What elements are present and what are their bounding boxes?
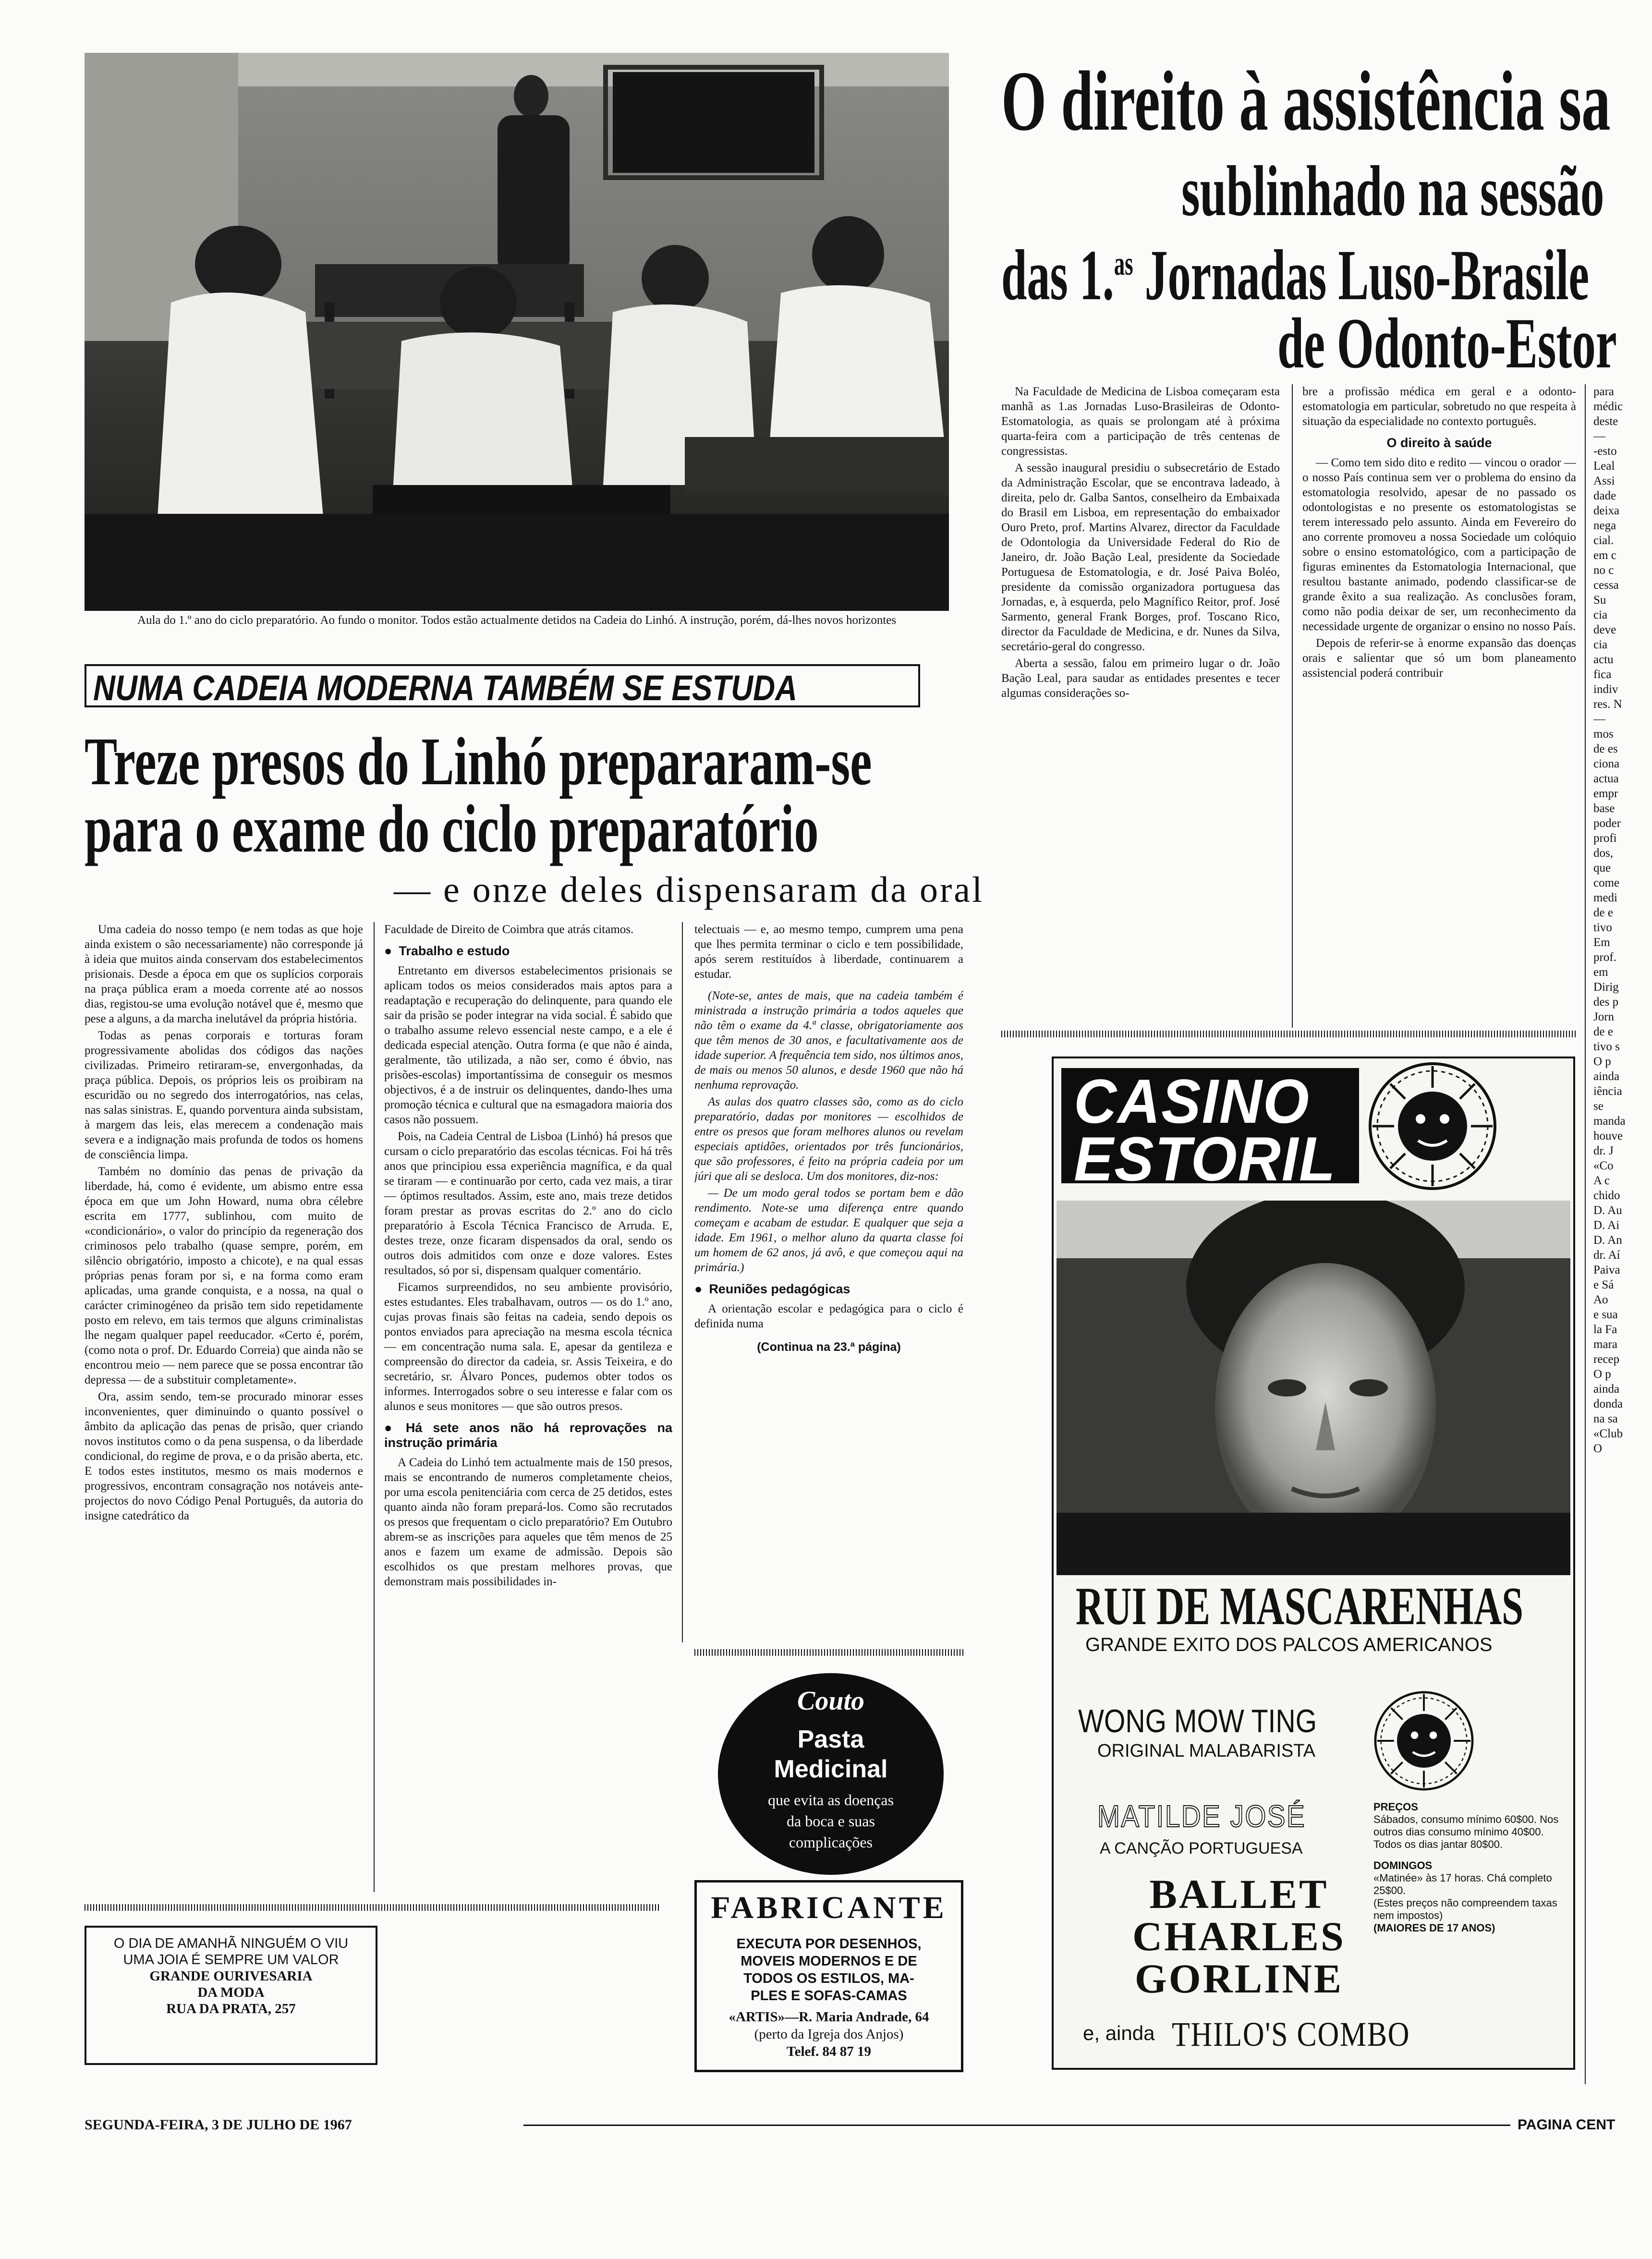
truncated-line: — xyxy=(1593,713,1605,726)
truncated-line: na sa xyxy=(1593,1412,1618,1425)
truncated-line: deixa xyxy=(1593,504,1620,517)
truncated-line: nega xyxy=(1593,519,1616,532)
column-rule xyxy=(374,922,375,1892)
subhead-sete-anos: ● Há sete anos não há reprovações na instrução primária xyxy=(384,1421,672,1450)
truncated-line: poder xyxy=(1593,817,1621,830)
truncated-line: «Co xyxy=(1593,1159,1614,1172)
paragraph: Todas as penas corporais e torturas foram progressivamente abolidas dos códigos das nações civilizadas. Primeiro retiraram-se, envergonhadas, da praça pública. Depois, os próprios leis os proibiram na escuridão ou no segredo dos interrogatórios, nas celas, nas salas sinistras. E, quando porventura ainda subsistam, à margem das leis, elas merecem a condenação mais severa e a indignação mais profunda de todos os homens de consciência limpa. xyxy=(85,1029,363,1161)
sun-emblem-icon xyxy=(1368,1061,1497,1191)
truncated-line: actua xyxy=(1593,772,1619,785)
truncated-line: Ao xyxy=(1593,1293,1608,1306)
prices-title: PREÇOS xyxy=(1373,1801,1418,1813)
footer-date: SEGUNDA-FEIRA, 3 DE JULHO DE 1967 xyxy=(85,2117,352,2133)
performer-portrait-art xyxy=(1057,1201,1570,1575)
truncated-line: ainda xyxy=(1593,1070,1620,1083)
sundays-age: (MAIORES DE 17 ANOS) xyxy=(1373,1922,1495,1934)
performer-photo xyxy=(1057,1201,1570,1575)
right-title-line2: sublinhado na sessão xyxy=(1181,151,1604,231)
act4-name xyxy=(1100,1873,1378,2000)
truncated-line: la Fa xyxy=(1593,1323,1617,1336)
ourivesaria-body xyxy=(94,1935,368,2017)
truncated-line: Jorn xyxy=(1593,1010,1615,1023)
truncated-line: dr. J xyxy=(1593,1144,1614,1157)
couto-line1: Pasta xyxy=(797,1725,864,1753)
truncated-line: prof. xyxy=(1593,951,1616,964)
right-title-line3-sup: as xyxy=(1114,245,1133,282)
truncated-line: D. Ai xyxy=(1593,1219,1620,1232)
sundays-note: (Estes preços não compreendem taxas nem impostos) xyxy=(1373,1897,1557,1921)
italic-aside xyxy=(694,988,963,1275)
prices-text: Sábados, consumo mínimo 60$00. Nos outros dias consumo mínimo 40$00. Todos os dias jantar 80$00. xyxy=(1373,1813,1559,1850)
fabricante-line: MOVEIS MODERNOS E DE xyxy=(741,1954,917,1969)
fabricante-line: EXECUTA POR DESENHOS, xyxy=(736,1936,922,1952)
truncated-line: cessa xyxy=(1593,579,1619,592)
truncated-line: dr. Aí xyxy=(1593,1249,1620,1262)
act5-name: THILO'S COMBO xyxy=(1172,2015,1410,2053)
left-article-col2 xyxy=(384,922,672,1882)
truncated-line: actu xyxy=(1593,653,1614,666)
photo-caption: Aula do 1.º ano do ciclo preparatório. Ao fundo o monitor. Todos estão actualmente detidos na Cadeia do Linhó. A instrução, porém, dá-lhes novos horizontes xyxy=(137,614,897,627)
paragraph: As aulas dos quatro classes são, como as do ciclo preparatório, dadas por monitores — escolhidos de entre os presos que foram melhores alunos ou revelam especiais aptidões, orientados por três funcionários, que são professores, é feito na própria cadeia por um júri que ali se desloca. Um dos monitores, diz-nos: xyxy=(694,1095,963,1183)
act4-line: CHARLES xyxy=(1132,1913,1346,1959)
paragraph: (Note-se, antes de mais, que na cadeia também é ministrada a instrução primária a todos aqueles que não têm o exame da 4.ª classe, obrigatoriamente aos que têm menos de 30 anos, e facultativamente aos de idade superior. A frequência tem sido, nos últimos anos, de mais ou menos 50 alunos, e desde 1960 que não há nenhuma reprovação. xyxy=(694,989,963,1092)
subhead-reunioes: ● Reuniões pedagógicas xyxy=(694,1282,963,1297)
truncated-line: dade xyxy=(1593,489,1616,502)
truncated-line: manda xyxy=(1593,1115,1626,1128)
paragraph: Depois de referir-se à enorme expansão das doenças orais e salientar que só um bom planeamento assistencial poderá contribuir xyxy=(1302,637,1576,680)
truncated-line: cia xyxy=(1593,638,1608,651)
truncated-line: cial. xyxy=(1593,534,1614,547)
truncated-line: houve xyxy=(1593,1130,1623,1142)
truncated-line: chido xyxy=(1593,1189,1620,1202)
casino-logo-line1: CASINO xyxy=(1074,1066,1310,1136)
right-title-line3-b: Jornadas Luso-Brasile xyxy=(1133,235,1590,315)
right-title-line3 xyxy=(1001,226,1589,314)
ourivesaria-line: O DIA DE AMANHÃ NINGUÉM O VIU xyxy=(113,1936,349,1951)
truncated-line: O p xyxy=(1593,1368,1611,1381)
truncated-line: recep xyxy=(1593,1353,1620,1366)
act2-subtitle: ORIGINAL MALABARISTA xyxy=(1097,1741,1315,1761)
truncated-line: Assi xyxy=(1593,474,1615,487)
truncated-line: deste xyxy=(1593,415,1618,428)
truncated-line: fica xyxy=(1593,668,1612,681)
paragraph: Na Faculdade de Medicina de Lisboa começaram esta manhã as 1.as Jornadas Luso-Brasileiras de Odonto-Estomatologia, as quais se prolongam até à próxima quarta-feira com a participação de três centenas de congressistas. xyxy=(1001,385,1280,458)
footer-rule xyxy=(523,2125,1510,2126)
truncated-line: «Club xyxy=(1593,1427,1623,1440)
truncated-line: profi xyxy=(1593,832,1617,845)
paragraph: Faculdade de Direito de Coimbra que atrás citamos. xyxy=(384,923,634,936)
performer-subtitle: GRANDE EXITO DOS PALCOS AMERICANOS xyxy=(1085,1634,1493,1655)
act4-line: GORLINE xyxy=(1134,1955,1344,2002)
truncated-line: donda xyxy=(1593,1397,1623,1410)
paragraph: A orientação escolar e pedagógica para o ciclo é definida numa xyxy=(694,1302,963,1330)
paragraph: A sessão inaugural presidiu o subsecretário de Estado da Administração Escolar, que se encontrava ladeado, à direita, pelo dr. Galba Santos, conselheiro da Embaixada do Brasil em Lisboa, em representação do embaixador Ouro Preto, prof. Martins Alvarez, director da Faculdade de Odontologia da Universidade Federal do Rio de Janeiro, dr. João Bação Leal, presidente da Sociedade Portuguesa de Estomatologia, e dr. José Paiva Boléo, presidente da comissão organizadora portuguesa das Jornadas, e, à esquerda, pelo Magnífico Reitor, prof. José Sarmento, general Frank Borges, prof. Toscano Rico, director da Faculdade de Medicina, e dr. Nunes da Silva, secretário-geral do congresso. xyxy=(1001,462,1280,653)
truncated-line: Paiva xyxy=(1593,1263,1620,1276)
casino-logo-line2: ESTORIL xyxy=(1074,1124,1336,1194)
act3-name: MATILDE JOSÉ xyxy=(1097,1799,1306,1834)
truncated-line: deve xyxy=(1593,623,1616,636)
paragraph: — Como tem sido dito e redito — vincou o orador — o nosso País continua sem ver o problema do ensino da estomatologia resolvido, apesar de no passado os odontologistas e no presente os estomatologistas se terem interessado pelo assunto. Ainda em Fevereiro do ano corrente promoveu a nossa Sociedade um colóquio sobre o ensino estomatológico, com a participação de figuras eminentes da Estomatologia Internacional, que resultou bastante animado, podendo classificar-se de grande êxito a sua realização. As conclusões foram, como não podia deixar de ser, um reconhecimento da necessidade urgente de organizar o ensino no nosso País. xyxy=(1302,456,1576,633)
fabricante-body xyxy=(694,1935,963,2060)
truncated-line: e Sá xyxy=(1593,1278,1614,1291)
paragraph: — De um modo geral todos se portam bem e dão rendimento. Note-se uma diferença entre quando começam e acabam de estudar. E qualquer que seja a idade. Em 1961, o melhor aluno da quarta classe foi um homem de 62 anos, já avô, e que começou aqui na primária.) xyxy=(694,1187,963,1274)
fabricante-address: «ARTIS»—R. Maria Andrade, 64 xyxy=(729,2009,929,2025)
truncated-line: mos xyxy=(1593,728,1614,741)
right-title-line1: O direito à assistência sa xyxy=(1001,53,1611,148)
ourivesaria-name: GRANDE OURIVESARIA xyxy=(149,1968,313,1984)
couto-brand: Couto xyxy=(797,1686,865,1716)
truncated-line: come xyxy=(1593,876,1620,889)
column-rule xyxy=(1292,384,1293,1028)
right-article-colC xyxy=(1593,384,1652,2084)
truncated-line: O p xyxy=(1593,1055,1611,1068)
ourivesaria-line: UMA JOIA É SEMPRE UM VALOR xyxy=(123,1952,339,1968)
truncated-line: base xyxy=(1593,802,1615,815)
fabricante-title: FABRICANTE xyxy=(711,1890,947,1925)
truncated-line: no c xyxy=(1593,564,1614,577)
truncated-line: para xyxy=(1593,385,1615,398)
truncated-line: D. Au xyxy=(1593,1204,1622,1217)
kicker-text: NUMA CADEIA MODERNA TAMBÉM SE ESTUDA xyxy=(93,668,798,708)
paragraph: Uma cadeia do nosso tempo (e nem todas as que hoje ainda existem o são necessariamente) não corresponde já à ideia que muitos ainda conservam dos estabelecimentos prisionais. Desde a época em que os suplícios corporais na praça pública eram a moeda corrente até ao nossos dias, registou-se uma evolução notável que é, mesmo que pese a alguns, a da marcha inelutável da própria história. xyxy=(85,923,363,1025)
column-rule xyxy=(1585,384,1586,2084)
truncated-line: A c xyxy=(1593,1174,1610,1187)
truncated-line: des p xyxy=(1593,996,1619,1008)
truncated-line: tivo s xyxy=(1593,1040,1620,1053)
paragraph: bre a profissão médica em geral e a odonto-estomatologia em particular, sobretudo no que respeita à situação da especialidade no contexto português. xyxy=(1302,385,1576,428)
paragraph: Ficamos surpreendidos, no seu ambiente provisório, estes estudantes. Eles trabalhavam, outros — os do 1.º ano, cujas provas finais são feitas na cadeia, sendo depois os pontos enviados para apreciação na mesma escola técnica — em concentração numa sala. E, apesar da gentileza e compreensão do director da cadeia, sr. Assis Teixeira, e do secretário, sr. Álvaro Ponces, pudemos obter todos os informes. Interrogados sobre o seu interesse e falar com os alunos e seus monitores — que são outros presos. xyxy=(384,1281,672,1413)
left-article-col1 xyxy=(85,922,363,1892)
paragraph: telectuais — e, ao mesmo tempo, cumprem uma pena que lhes permita terminar o ciclo e tem possibilidade, após serem restituídos à liberdade, continuarem a estudar. xyxy=(694,923,963,981)
couto-line2: Medicinal xyxy=(774,1755,888,1783)
truncated-line: cia xyxy=(1593,608,1608,621)
truncated-line: dos, xyxy=(1593,847,1613,860)
ourivesaria-address: RUA DA PRATA, 257 xyxy=(166,2001,296,2016)
truncated-line: Em xyxy=(1593,936,1610,949)
truncated-column xyxy=(1593,384,1652,1456)
fabricante-note: (perto da Igreja dos Anjos) xyxy=(754,2027,904,2042)
paragraph: Ora, assim sendo, tem-se procurado minorar esses inconvenientes, quer diminuindo o quanto possível o âmbito da aplicação das penas de prisão, quer criando novos institutos como o da pena suspensa, o da liberdade condicional, do regime de prova, e o da prisão aberta, etc. E todos estes institutos, mesmo os mais modernos e progressivos, encontram consagração nos notáveis ante-projectos do novo Código Penal Português, da autoria do insigne catedrático da xyxy=(85,1390,363,1522)
performer-name: RUI DE MASCARENHAS xyxy=(1076,1577,1523,1636)
truncated-line: O xyxy=(1593,1442,1603,1455)
paragraph: Pois, na Cadeia Central de Lisboa (Linhó) há presos que cursam o ciclo preparatório das escolas técnicas. Foi há três anos que principiou essa experiência magnífica, e da qual se tiraram — e continuarão por certo, cada vez mais, a tirar — óptimos resultados. Assim, este ano, mais treze detidos foram prestar as provas escritas do 2.º ano do ciclo preparatório à Escola Técnica Francisco de Arruda. E, destes treze, onze ficaram dispensados da oral, sendo os outros dois admitidos com onze e doze valores. Estes resultados, só por si, dispensam qualquer comentário. xyxy=(384,1130,672,1277)
truncated-line: tivo xyxy=(1593,921,1612,934)
truncated-line: ainda xyxy=(1593,1383,1620,1396)
right-article-colB xyxy=(1302,384,1576,1023)
truncated-line: de es xyxy=(1593,742,1618,755)
right-title-line3-a: das 1. xyxy=(1001,235,1114,315)
truncated-line: em xyxy=(1593,966,1608,979)
truncated-line: — xyxy=(1593,430,1605,443)
ourivesaria-name: DA MODA xyxy=(197,1985,265,2000)
prices-block xyxy=(1373,1801,1566,1934)
couto-line5: complicações xyxy=(789,1834,873,1851)
act4-line: BALLET xyxy=(1149,1871,1329,1917)
truncated-line: de e xyxy=(1593,1025,1613,1038)
sundays-text: «Matinée» às 17 horas. Chá completo 25$00. xyxy=(1373,1872,1552,1896)
truncated-line: Dirig xyxy=(1593,981,1619,994)
truncated-line: em c xyxy=(1593,549,1616,562)
separator-bar xyxy=(694,1649,963,1656)
continue-notice: (Continua na 23.ª página) xyxy=(757,1340,901,1354)
left-article-col3 xyxy=(694,922,963,1638)
headline-subhead: — e onze deles dispensaram da oral xyxy=(394,870,984,910)
couto-line4: da boca e suas xyxy=(787,1812,875,1830)
truncated-line: empr xyxy=(1593,787,1618,800)
truncated-line: se xyxy=(1593,1100,1603,1113)
truncated-line: iência xyxy=(1593,1085,1622,1098)
paragraph: Aberta a sessão, falou em primeiro lugar o dr. João Bação Leal, para saudar as entidades presentes e tecer algumas considerações so- xyxy=(1001,657,1280,700)
fabricante-line: PLES E SOFAS-CAMAS xyxy=(751,1988,907,2004)
truncated-line: e sua xyxy=(1593,1308,1618,1321)
paragraph: Também no domínio das penas de privação da liberdade, há, como é evidente, um abismo entre essa época em que um John Howard, numa obra célebre escrita em 1777, sublinhou, com muito de «condicionário», o valor do princípio da regeneração dos criminosos pelo trabalho (quase sempre, porém, em silêncio obrigatório, imposto a chicote), e na qual essas próprias penas foram por si, e na forma como eram aplicadas, uma grande conquista, e a nossa, na qual o carácter criminogéneo da prisão tem sido repetidamente posto em relevo, em tais termos que alguns criminalistas lhe negam qualquer papel reeducador. «Certo é, porém, (como nota o prof. Dr. Eduardo Correia) que ainda não se encontrou meio — nem parece que se possa encontrar tão depressa — de a substituir completamente». xyxy=(85,1165,363,1386)
headline-line2: para o exame do ciclo preparatório xyxy=(85,790,819,866)
truncated-line: Su xyxy=(1593,594,1606,607)
footer-page: PAGINA CENT xyxy=(1518,2117,1616,2133)
couto-line3: que evita as doenças xyxy=(767,1791,894,1809)
separator-bar xyxy=(1001,1031,1578,1037)
sundays-title: DOMINGOS xyxy=(1373,1859,1433,1871)
headline-line1: Treze presos do Linhó prepararam-se xyxy=(85,723,872,799)
act5-prefix: e, ainda xyxy=(1083,2022,1155,2044)
column-rule xyxy=(682,922,683,1642)
truncated-line: -esto xyxy=(1593,445,1617,458)
truncated-line: médic xyxy=(1593,400,1623,413)
truncated-line: res. N xyxy=(1593,698,1622,711)
classroom-photo-art xyxy=(85,53,949,611)
truncated-line: medi xyxy=(1593,891,1617,904)
separator-bar xyxy=(85,1904,661,1911)
paragraph: Entretanto em diversos estabelecimentos prisionais se aplicam todos os meios considerados mais aptos para a readaptação e recuperação do delinquente, para quando ele sair da prisão se poder integrar na vida social. É sabido que o trabalho assume relevo essencial neste campo, e a ele é dedicada especial atenção. Outra forma (e que não é ainda, geralmente, tão utilizada, a não ser, como é óbvio, nas prisões-escolas) importantíssima de conseguir os mesmos objectivos, é a de instruir os delinquentes, dando-lhes uma promoção técnica e cultural que na esmagadora maioria dos casos não possuem. xyxy=(384,964,672,1126)
fabricante-phone: Telef. 84 87 19 xyxy=(786,2044,872,2059)
subhead-trabalho: ● Trabalho e estudo xyxy=(384,944,672,959)
act3-subtitle: A CANÇÃO PORTUGUESA xyxy=(1100,1839,1303,1858)
truncated-line: mara xyxy=(1593,1338,1617,1351)
truncated-line: que xyxy=(1593,862,1611,874)
sun-emblem-icon xyxy=(1373,1690,1474,1791)
truncated-line: Leal xyxy=(1593,460,1615,473)
right-article-colA xyxy=(1001,384,1280,1090)
act2-name: WONG MOW TING xyxy=(1078,1703,1317,1739)
truncated-line: D. An xyxy=(1593,1234,1622,1247)
truncated-line: de e xyxy=(1593,906,1613,919)
paragraph: A Cadeia do Linhó tem actualmente mais de 150 presos, mais se encontrando de numeros completamente cheios, por uma escola penitenciária com cerca de 25 detidos, estes quanto ainda não foram prepará-los. Como são recrutados os presos que frequentam o ciclo preparatório? Em Outubro abrem-se as inscrições para aqueles que têm menos de 25 anos e fazem um exame de admissão. Depois são escolhidos os que prestam melhores provas, que demonstram mais possibilidades in- xyxy=(384,1456,672,1588)
subhead-direito-saude: O direito à saúde xyxy=(1386,436,1492,450)
fabricante-line: TODOS OS ESTILOS, MA- xyxy=(743,1971,914,1986)
truncated-line: indiv xyxy=(1593,683,1618,696)
right-title-line4: de Odonto-Estor xyxy=(1277,304,1617,383)
classroom-photo xyxy=(85,53,949,611)
truncated-line: ciona xyxy=(1593,757,1620,770)
